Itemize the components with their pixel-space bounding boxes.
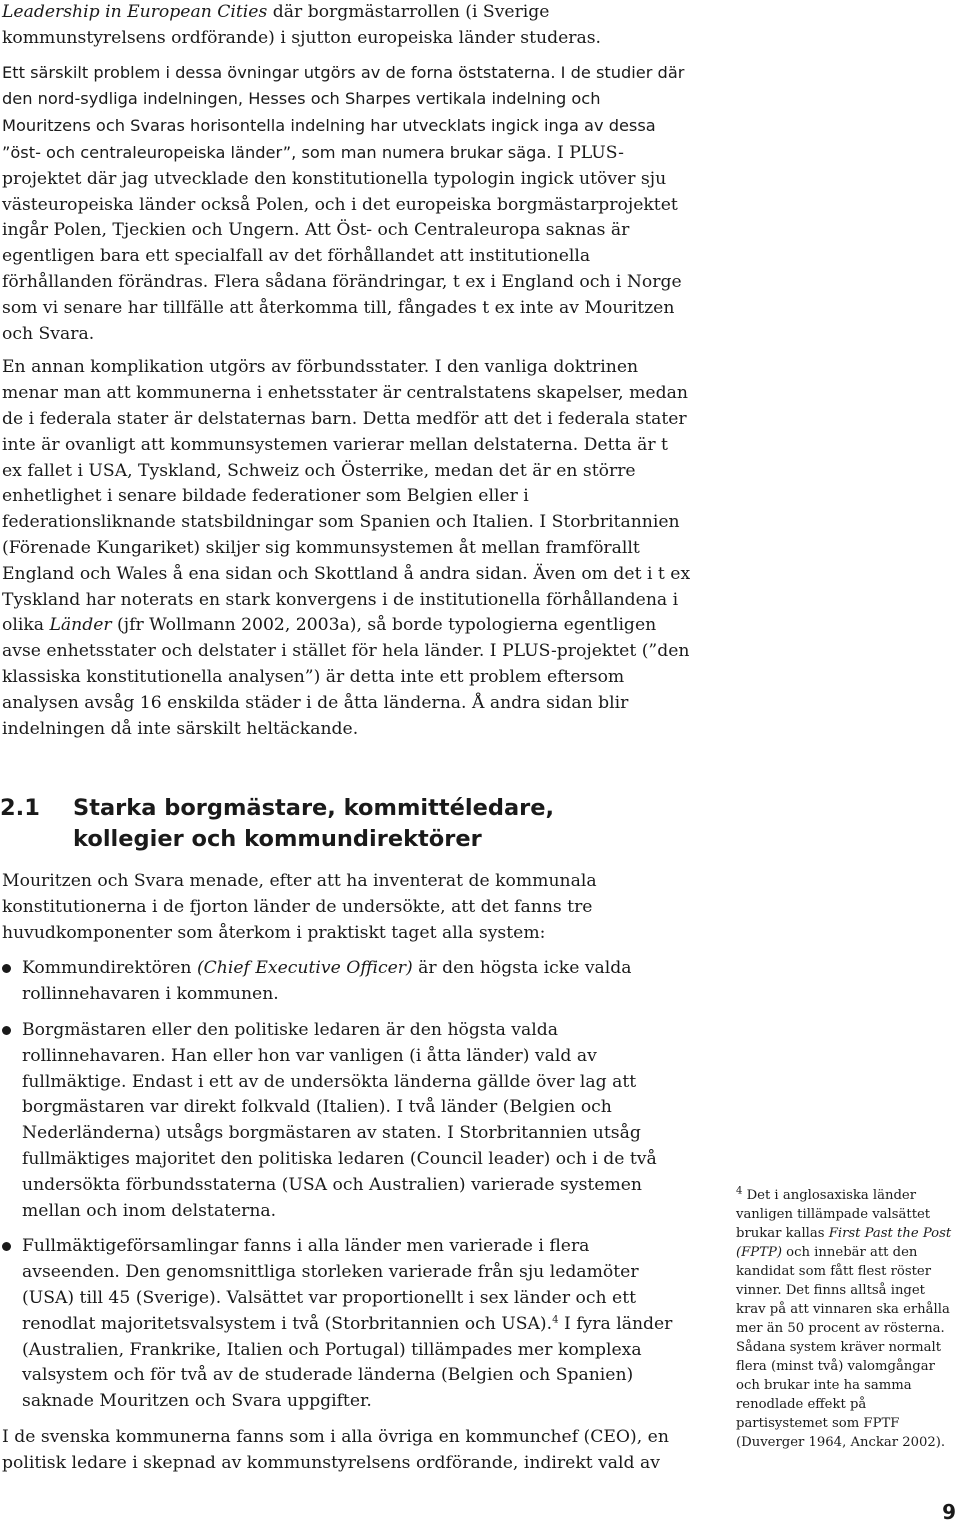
paragraph-eastern-states [2,60,692,348]
paragraph-leadership [2,0,692,52]
paragraph-federal-states [2,355,692,742]
footnote-text: Det i anglosaxiska länder vanligen tillämpade valsättet brukar kallas [736,1188,931,1241]
paragraph-closing: I de svenska kommunerna fanns som i alla övriga en kommunchef (CEO), en politisk ledare i skepnad av kommunstyrelsens ordförande, indirekt vald av [2,1426,669,1473]
bullet-icon [2,1026,11,1035]
list-text: Kommundirektören [22,958,197,979]
footnote [736,1186,958,1452]
footnote-text: och innebär att den kandidat som fått flest röster vinner. Det finns alltså inget krav på att vinnaren ska erhålla mer än 50 procent av rösterna. Sådana system kräver normalt flera (minst två) valomgångar och brukar inte ha samma renodlade effekt på partisystemet som FPTF (Duverger 1964, Anckar 2002). [736,1245,950,1450]
book-title: Leadership in European Cities [2,2,268,22]
paragraph-intro: Mouritzen och Svara menade, efter att ha inventerat de kommunala konstitutionerna i de fjorton länder de undersökte, att det fanns tre huvudkomponenter som återkom i praktiskt taget alla system: [2,871,597,943]
paragraph-text-sans: Ett särskilt problem i dessa övningar utgörs av de forna öststaterna. I de studier där den nord-sydliga indelningen, Hesses och Sharpes vertikala indelning och Mouritzens och Svaras horisontella indelning har utvecklats ingick inga av dessa ”öst- och centraleuropeiska länder”, som man numera brukar säga. [2,62,685,162]
italic-term: Länder [49,615,112,636]
italic-term: (Chief Executive Officer) [196,958,413,979]
list-text: Fullmäktigeförsamlingar fanns i alla länder men varierade i flera avseenden. Den genomsnittliga storleken varierade från sju ledamöter (USA) till 45 (Sverige). Valsättet var proportionellt i sex länder och ett renodlat majoritetsvalsystem i två (Storbritannien och USA). [22,1236,639,1334]
list-text: Borgmästaren eller den politiske ledaren är den högsta valda rollinnehavaren. Han eller hon var vanligen (i åtta länder) vald av fullmäktige. Endast i ett av de undersökta länderna gällde över lag att borgmästaren var direkt folkvald (Italien). I två länder (Belgien och Nederländerna) utsågs borgmästaren av staten. I Storbritannien utsåg fullmäktiges majoritet den politiska ledaren (Council leader) och i de två undersökta förbundsstaterna (USA och Australien) varierade systemen mellan och inom delstaterna. [22,1019,657,1221]
paragraph-text: (jfr Wollmann 2002, 2003a), så borde typologierna egentligen avse enhetsstater och delstater i stället för hela länder. I PLUS-projektet (”den klassiska konstitutionella analysen”) är detta inte ett problem eftersom analysen avsåg 16 enskilda städer i de åtta länderna. Å andra sidan blir indelningen då inte särskilt heltäckande. [2,615,690,739]
list-item [2,1234,692,1415]
component-list [2,956,692,1415]
list-text: I fyra länder (Australien, Frankrike, Italien och Portugal) tillämpades mer komplexa valsystem och för två av de studerade länderna (Belgien och Spanien) saknade Mouritzen och Svara uppgifter. [22,1313,673,1412]
section-title [73,793,693,855]
paragraph-text: där borgmästarrollen (i Sverige kommunstyrelsens ordförande) i sjutton europeiska länder studeras. [2,2,601,48]
section-number: 2.1 [0,795,40,821]
section-title-line1: Starka borgmästare, kommittéledare, [73,795,555,821]
bullet-icon [2,1242,11,1251]
bullet-icon [2,964,11,973]
section-title-line2: kollegier och kommundirektörer [73,826,482,852]
footnote-ref[interactable]: 4 [552,1314,559,1326]
page-number: 9 [942,1500,956,1524]
main-text-lower [2,869,692,1487]
paragraph-text: I PLUS-projektet där jag utvecklade den konstitutionella typologin ingick utöver sju västeuropeiska länder också Polen, och i det europeiska borgmästarprojektet ingår Polen, Tjeckien och Ungern. Att Öst- och Centraleuropa saknas är egentligen bara ett specialfall av det förhållandet att institutionella förhållanden förändras. Flera sådana förändringar, t ex i England och i Norge som vi senare har tillfälle att återkomma till, fångades t ex inte av Mouritzen och Svara. [2,142,682,344]
footnote-marker: 4 [736,1185,743,1197]
list-text: är den högsta icke valda rollinnehavaren i kommunen. [22,958,632,1005]
list-item [2,1018,692,1224]
italic-term: First Past the Post (FPTP) [736,1226,952,1260]
list-item [2,956,692,1008]
paragraph-text: En annan komplikation utgörs av förbundsstater. I den vanliga doktrinen menar man att kommunerna i enhetsstater är centralstatens skapelser, medan de i federala stater är delstaternas barn. Detta medför att det i federala stater inte är ovanligt att kommunsystemen varierar mellan delstaterna. Detta är t ex fallet i USA, Tyskland, Schweiz och Österrike, medan det är en större enhetlighet i senare bildade federationer som Belgien eller i federationsliknande statsbildningar som Spanien och Italien. I Storbritannien (Förenade Kungariket) skiljer sig kommunsystemen åt mellan framförallt England och Wales å ena sidan och Skottland å andra sidan. Även om det i t ex Tyskland har noterats en stark konvergens i de institutionella förhållandena i olika [2,357,691,636]
main-text-upper [2,0,692,742]
